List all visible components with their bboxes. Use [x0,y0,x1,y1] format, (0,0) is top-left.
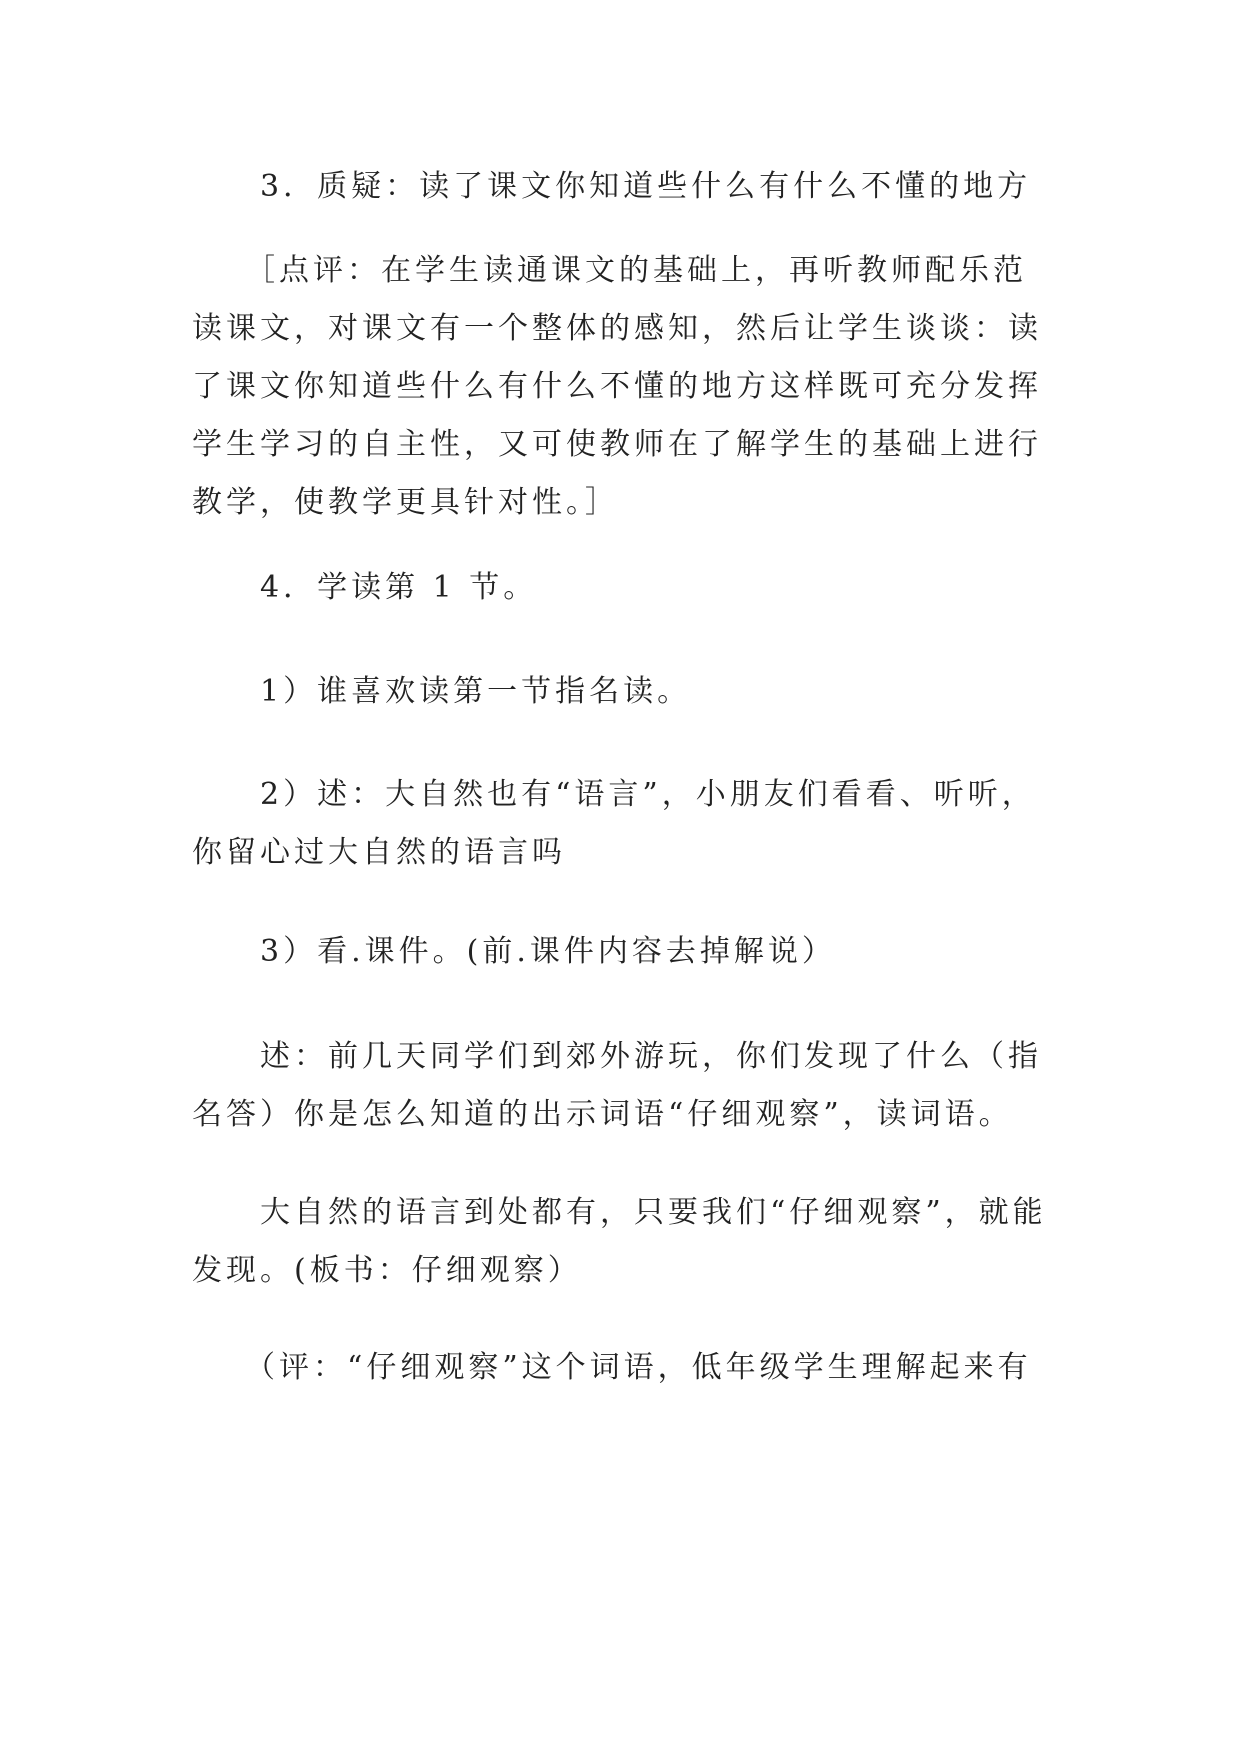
paragraph-read-section-one: 4．学读第 1 节。 [192,570,538,605]
paragraph-nature-language: 大自然的语言到处都有，只要我们“仔细观察”，就能发现。(板书：仔细观察） [192,1195,1047,1288]
paragraph-narration: 述：前几天同学们到郊外游玩，你们发现了什么（指名答）你是怎么知道的出示词语“仔细观察”，读词语。 [192,1039,1042,1132]
paragraph-commentary: ［点评：在学生读通课文的基础上，再听教师配乐范读课文，对课文有一个整体的感知，然后让学生谈谈：读了课文你知道些什么有什么不懂的地方这样既可充分发挥学生学习的自主性，又可使教师在了解学生的基础上进行教学，使教学更具针对性。］ [192,253,1042,520]
paragraph-step-1: 1）谁喜欢读第一节指名读。 [192,674,692,709]
paragraph-step-3: 3）看.课件。(前.课件内容去掉解说） [192,934,836,969]
paragraph-step-2: 2）述：大自然也有“语言”，小朋友们看看、听听，你留心过大自然的语言吗 [192,777,1036,870]
paragraph-question-step: 3．质疑：读了课文你知道些什么有什么不懂的地方 [192,169,1032,204]
paragraph-evaluation: （评：“仔细观察”这个词语，低年级学生理解起来有 [192,1350,1032,1385]
